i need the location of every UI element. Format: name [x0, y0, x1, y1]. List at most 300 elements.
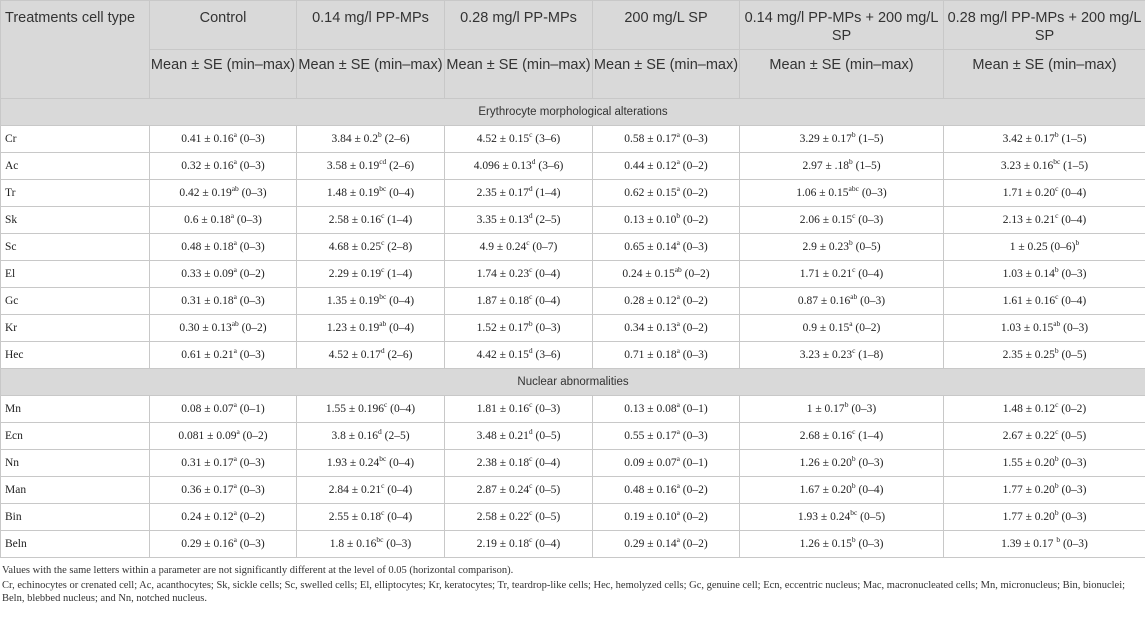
cell-range: (0–4)	[532, 295, 561, 307]
cell-value: 3.48 ± 0.21	[476, 430, 529, 442]
table-cell	[297, 477, 445, 504]
cell-range: (0–3)	[1058, 457, 1087, 469]
cell-value: 1.81 ± 0.16	[476, 403, 530, 415]
cell-range: (0–4)	[387, 403, 416, 415]
cell-value: 2.19 ± 0.18	[476, 538, 530, 550]
cell-range: (3–6)	[535, 160, 564, 172]
table-cell	[297, 180, 445, 207]
table-cell	[445, 288, 593, 315]
cell-range: (0–2)	[852, 322, 881, 334]
cell-value: 0.29 ± 0.14	[624, 538, 677, 550]
cell-significance-letter: a	[233, 535, 237, 545]
table-cell	[445, 153, 593, 180]
cell-significance-letter: ab	[674, 265, 682, 275]
cell-range: (0–3)	[236, 133, 265, 145]
cell-range: (1–8)	[855, 349, 884, 361]
table-cell	[593, 180, 740, 207]
row-label: Sc	[1, 234, 150, 261]
cell-significance-letter: ab	[231, 184, 239, 194]
cell-significance-letter: ab	[379, 319, 387, 329]
table-cell	[150, 126, 297, 153]
cell-significance-letter: bc	[376, 535, 384, 545]
row-label: Cr	[1, 126, 150, 153]
cell-significance-letter: b	[1054, 454, 1059, 464]
cell-value: 2.58 ± 0.16	[328, 214, 382, 226]
cell-range: (0–5)	[532, 511, 561, 523]
table-cell	[297, 234, 445, 261]
cell-significance-letter: a	[233, 400, 237, 410]
cell-significance-letter: a	[676, 292, 680, 302]
cell-range: (0–4)	[1058, 214, 1087, 226]
cell-range: (0–2)	[679, 484, 708, 496]
cell-value: 0.08 ± 0.07	[181, 403, 234, 415]
cell-significance-letter: d	[378, 427, 382, 437]
table-cell	[593, 531, 740, 558]
cell-value: 1.8 ± 0.16	[329, 538, 377, 550]
cell-significance-letter: a	[676, 508, 680, 518]
table-cell	[445, 126, 593, 153]
cell-range: (0–3)	[236, 538, 265, 550]
cell-value: 0.33 ± 0.09	[181, 268, 234, 280]
cell-range: (0–3)	[1060, 538, 1088, 550]
cell-significance-letter: a	[233, 130, 237, 140]
cell-significance-letter: b	[1054, 265, 1059, 275]
cell-significance-letter: b	[1054, 481, 1059, 491]
table-cell	[944, 450, 1145, 477]
cell-range: (0–3)	[236, 295, 265, 307]
header-stat-2: Mean ± SE (min–max)	[445, 50, 593, 99]
table-row	[1, 504, 1145, 531]
table-cell	[593, 234, 740, 261]
header-stat-4: Mean ± SE (min–max)	[740, 50, 944, 99]
cell-range: (0–2)	[679, 295, 708, 307]
cell-value: 1.55 ± 0.20	[1002, 457, 1055, 469]
cell-range: (0–2)	[236, 268, 265, 280]
cell-value: 0.58 ± 0.17	[624, 133, 677, 145]
cell-value: 1.39 ± 0.17	[1001, 538, 1057, 550]
cell-significance-letter: a	[676, 157, 680, 167]
header-row-groups	[1, 1, 1145, 50]
cell-significance-letter: b	[676, 211, 681, 221]
cell-range: (0–1)	[679, 457, 708, 469]
cell-significance-letter: a	[233, 454, 237, 464]
table-cell	[740, 288, 944, 315]
cell-range: (0–4)	[384, 511, 413, 523]
cell-significance-letter: a	[233, 265, 237, 275]
table-cell	[740, 315, 944, 342]
cell-value: 0.71 ± 0.18	[624, 349, 677, 361]
cell-significance-letter: b	[851, 454, 856, 464]
table-cell	[740, 531, 944, 558]
cell-range: (0–3)	[858, 187, 887, 199]
header-group-2: 0.28 mg/l PP-MPs	[445, 1, 593, 50]
cell-significance-letter: a	[233, 346, 237, 356]
table-row	[1, 423, 1145, 450]
row-label: Nn	[1, 450, 150, 477]
cell-range: (0–4)	[532, 538, 561, 550]
row-label: El	[1, 261, 150, 288]
cell-value: 1.77 ± 0.20	[1002, 484, 1055, 496]
cell-range: (0–2)	[681, 268, 710, 280]
table-cell	[944, 315, 1145, 342]
cell-range: (0–3)	[236, 457, 265, 469]
cell-significance-letter: b	[849, 157, 853, 167]
cell-value: 3.42 ± 0.17	[1002, 133, 1055, 145]
cell-significance-letter: c	[529, 265, 533, 275]
cell-significance-letter: b	[844, 400, 849, 410]
table-cell	[593, 477, 740, 504]
cell-significance-letter: d	[528, 427, 533, 437]
table-cell	[944, 531, 1145, 558]
cell-value: 1.03 ± 0.14	[1002, 268, 1055, 280]
table-cell	[740, 504, 944, 531]
cell-range: (2–6)	[386, 160, 415, 172]
table-cell	[445, 315, 593, 342]
section-title: Erythrocyte morphological alterations	[1, 99, 1145, 126]
row-label: Gc	[1, 288, 150, 315]
table-cell	[150, 423, 297, 450]
cell-range: (1–5)	[852, 160, 881, 172]
cell-range: (0–3)	[1058, 511, 1087, 523]
cell-range: (0–2)	[236, 511, 265, 523]
table-cell	[445, 342, 593, 369]
cell-significance-letter: a	[849, 319, 853, 329]
table-cell	[944, 288, 1145, 315]
table-cell	[445, 450, 593, 477]
cell-value: 2.87 ± 0.24	[476, 484, 530, 496]
cell-significance-letter: b	[851, 481, 856, 491]
cell-value: 0.19 ± 0.10	[624, 511, 677, 523]
table-cell	[297, 423, 445, 450]
cell-range: (2–5)	[381, 430, 410, 442]
cell-range: (0–4)	[386, 457, 415, 469]
table-cell	[593, 315, 740, 342]
table-cell	[297, 207, 445, 234]
cell-range: (1–4)	[384, 214, 413, 226]
table-cell	[150, 504, 297, 531]
cell-significance-letter: a	[676, 346, 680, 356]
cell-significance-letter: a	[233, 238, 237, 248]
cell-range: (0–7)	[529, 241, 558, 253]
cell-range: (3–6)	[532, 349, 561, 361]
row-label: Man	[1, 477, 150, 504]
table-cell	[740, 396, 944, 423]
cell-range: (0–5)	[1058, 430, 1087, 442]
cell-value: 0.31 ± 0.18	[181, 295, 234, 307]
table-header	[1, 1, 1145, 99]
cell-value: 0.87 ± 0.16	[797, 295, 851, 307]
cell-range: (0–3)	[848, 403, 877, 415]
cell-value: 1.74 ± 0.23	[476, 268, 530, 280]
table-row	[1, 450, 1145, 477]
table-cell	[740, 180, 944, 207]
cell-range: (0–3)	[679, 241, 708, 253]
cell-value: 1.23 ± 0.19	[326, 322, 380, 334]
cell-significance-letter: ab	[231, 319, 239, 329]
cell-significance-letter: a	[676, 238, 680, 248]
cell-significance-letter: a	[233, 292, 237, 302]
cell-significance-letter: c	[1055, 292, 1059, 302]
cell-range: (0–3)	[1060, 322, 1089, 334]
table-cell	[445, 531, 593, 558]
cell-range: (0–3)	[855, 214, 884, 226]
cell-value: 2.13 ± 0.21	[1002, 214, 1056, 226]
cell-value: 0.28 ± 0.12	[624, 295, 677, 307]
cell-value: 0.44 ± 0.12	[624, 160, 677, 172]
table-cell	[944, 396, 1145, 423]
cell-significance-letter: a	[676, 130, 680, 140]
cell-value: 0.41 ± 0.16	[181, 133, 234, 145]
row-label: Beln	[1, 531, 150, 558]
section-row	[1, 369, 1145, 396]
table-cell	[944, 180, 1145, 207]
cell-range: (0–4)	[386, 295, 415, 307]
cell-significance-letter: b	[1054, 346, 1059, 356]
header-group-0: Control	[150, 1, 297, 50]
cell-value: 0.13 ± 0.08	[624, 403, 677, 415]
cell-range: (0–5)	[857, 511, 886, 523]
cell-value: 3.29 ± 0.17	[799, 133, 852, 145]
table-cell	[150, 477, 297, 504]
cell-significance-letter: abc	[848, 184, 859, 194]
table-cell	[944, 504, 1145, 531]
cell-significance-letter: a	[676, 481, 680, 491]
table-cell	[150, 315, 297, 342]
cell-significance-letter: a	[230, 211, 235, 221]
cell-value: 1.52 ± 0.17	[476, 322, 529, 334]
cell-significance-letter: c	[529, 130, 533, 140]
table-cell	[740, 423, 944, 450]
cell-significance-letter: a	[676, 400, 680, 410]
header-group-3: 200 mg/L SP	[593, 1, 740, 50]
cell-significance-letter: d	[528, 184, 533, 194]
cell-range: (0–4)	[386, 187, 415, 199]
cell-value: 4.096 ± 0.13	[473, 160, 532, 172]
cell-range: (0–4)	[532, 268, 561, 280]
cell-significance-letter: a	[233, 508, 237, 518]
cell-range: (2–6)	[384, 349, 413, 361]
cell-value: 0.65 ± 0.14	[624, 241, 677, 253]
cell-value: 1.26 ± 0.15	[799, 538, 852, 550]
cell-range: (3–6)	[532, 133, 561, 145]
cell-range: (0–5)	[852, 241, 881, 253]
cell-significance-letter: c	[383, 400, 388, 410]
cell-value: 1.71 ± 0.21	[799, 268, 853, 280]
cell-value: 1.35 ± 0.19	[326, 295, 380, 307]
cell-range: (0–1)	[679, 403, 708, 415]
table-row	[1, 261, 1145, 288]
cell-range: (0–5)	[532, 430, 561, 442]
table-cell	[150, 261, 297, 288]
table-cell	[445, 396, 593, 423]
cell-significance-letter: c	[381, 238, 385, 248]
cell-range: (0–3)	[238, 187, 267, 199]
table-body	[1, 99, 1145, 558]
header-row-stats	[1, 50, 1145, 99]
table-cell	[593, 153, 740, 180]
footnote: Cr, echinocytes or crenated cell; Ac, acanthocytes; Sk, sickle cells; Sc, swelled cells; El, elliptocytes; Kr, keratocytes; Tr, teardrop-like cells; Hec, hemolyzed cells; Gc, genuine cell; Ecn, eccentric nucleus; Mac, macronucleated cells; Mn, micronucleus; Bin, bionuclei; Beln, blebbed nucleus; and Nn, notched nucleus.	[2, 580, 1126, 604]
cell-range: (0–3)	[236, 160, 265, 172]
cell-range: (0–3)	[1058, 268, 1087, 280]
cell-significance-letter: c	[852, 427, 856, 437]
cell-significance-letter: c	[529, 481, 533, 491]
cell-range: (0–4)	[855, 268, 884, 280]
cell-range: (0–2)	[679, 538, 708, 550]
cell-significance-letter: a	[236, 427, 240, 437]
row-label: Bin	[1, 504, 150, 531]
cell-range: (0–3)	[679, 430, 708, 442]
cell-value: 1.55 ± 0.196	[325, 403, 384, 415]
cell-range: (1–5)	[855, 133, 884, 145]
table-row	[1, 207, 1145, 234]
header-group-1: 0.14 mg/l PP-MPs	[297, 1, 445, 50]
cell-value: 2.35 ± 0.25	[1002, 349, 1055, 361]
table-cell	[150, 153, 297, 180]
header-stat-0: Mean ± SE (min–max)	[150, 50, 297, 99]
table-cell	[445, 477, 593, 504]
cell-value: 1 ± 0.25 (0–6)	[1009, 241, 1076, 253]
cell-significance-letter: d	[380, 346, 385, 356]
cell-value: 2.68 ± 0.16	[799, 430, 853, 442]
table-cell	[150, 531, 297, 558]
section-title: Nuclear abnormalities	[1, 369, 1145, 396]
table-footnotes	[0, 558, 1145, 605]
cell-range: (0–1)	[236, 403, 265, 415]
header-group-4: 0.14 mg/l PP-MPs + 200 mg/L SP	[740, 1, 944, 50]
cell-significance-letter: b	[378, 130, 382, 140]
table-row	[1, 531, 1145, 558]
cell-range: (1–4)	[384, 268, 413, 280]
table-cell	[593, 126, 740, 153]
cell-range: (1–4)	[532, 187, 561, 199]
cell-significance-letter: c	[852, 211, 856, 221]
cell-value: 0.34 ± 0.13	[624, 322, 677, 334]
table-cell	[150, 396, 297, 423]
cell-significance-letter: a	[676, 454, 680, 464]
table-cell	[445, 207, 593, 234]
cell-value: 1.03 ± 0.15	[1000, 322, 1054, 334]
cell-range: (0–2)	[679, 322, 708, 334]
table-cell	[944, 234, 1145, 261]
table-row	[1, 342, 1145, 369]
cell-significance-letter: c	[529, 454, 533, 464]
table-cell	[740, 477, 944, 504]
row-label: Ecn	[1, 423, 150, 450]
cell-range: (0–4)	[1058, 187, 1087, 199]
cell-significance-letter: a	[676, 427, 680, 437]
cell-range: (0–3)	[679, 349, 708, 361]
section-row	[1, 99, 1145, 126]
cell-value: 0.6 ± 0.18	[184, 214, 231, 226]
cell-significance-letter: a	[233, 157, 237, 167]
cell-value: 1.48 ± 0.12	[1002, 403, 1056, 415]
cell-significance-letter: bc	[379, 454, 387, 464]
cell-range: (1–4)	[855, 430, 884, 442]
table-cell	[593, 450, 740, 477]
cell-value: 2.97 ± .18	[802, 160, 849, 172]
table-cell	[944, 153, 1145, 180]
cell-significance-letter: a	[676, 535, 680, 545]
cell-value: 2.29 ± 0.19	[328, 268, 382, 280]
cell-significance-letter: bc	[1053, 157, 1061, 167]
cell-range: (0–3)	[1058, 484, 1087, 496]
cell-value: 3.35 ± 0.13	[476, 214, 529, 226]
cell-range: (0–2)	[238, 322, 267, 334]
cell-significance-letter: c	[381, 211, 385, 221]
cell-range: (0–3)	[679, 133, 708, 145]
table-cell	[150, 450, 297, 477]
table-row	[1, 477, 1145, 504]
cell-value: 1.93 ± 0.24	[326, 457, 380, 469]
cell-value: 2.9 ± 0.23	[802, 241, 849, 253]
table-row	[1, 153, 1145, 180]
cell-significance-letter: c	[381, 265, 385, 275]
cell-value: 0.24 ± 0.12	[181, 511, 234, 523]
cell-value: 0.24 ± 0.15	[622, 268, 675, 280]
cell-range: (0–3)	[234, 214, 262, 226]
table-cell	[740, 234, 944, 261]
cell-value: 0.42 ± 0.19	[179, 187, 232, 199]
header-group-5: 0.28 mg/l PP-MPs + 200 mg/L SP	[944, 1, 1145, 50]
table-cell	[150, 207, 297, 234]
cell-range: (0–3)	[236, 241, 265, 253]
table-cell	[593, 261, 740, 288]
cell-range: (0–4)	[1058, 295, 1087, 307]
cell-significance-letter: b	[1056, 535, 1061, 545]
table-cell	[297, 504, 445, 531]
table-row	[1, 234, 1145, 261]
cell-value: 0.09 ± 0.07	[624, 457, 677, 469]
row-label: Mn	[1, 396, 150, 423]
cell-significance-letter: b	[851, 130, 856, 140]
header-treatments-cell-type: Treatments cell type	[1, 1, 150, 99]
row-label: Ac	[1, 153, 150, 180]
cell-value: 1.77 ± 0.20	[1002, 511, 1055, 523]
cell-significance-letter: a	[676, 319, 680, 329]
table-row	[1, 180, 1145, 207]
table-cell	[445, 261, 593, 288]
table-cell	[297, 450, 445, 477]
table-cell	[944, 477, 1145, 504]
cell-range: (0–2)	[1058, 403, 1087, 415]
table-cell	[593, 504, 740, 531]
cell-range: (0–4)	[384, 484, 413, 496]
cell-value: 0.31 ± 0.17	[181, 457, 234, 469]
row-label: Hec	[1, 342, 150, 369]
cell-range: (2–8)	[384, 241, 413, 253]
cell-value: 4.9 ± 0.24	[479, 241, 527, 253]
table-cell	[593, 423, 740, 450]
cell-value: 1.93 ± 0.24	[797, 511, 851, 523]
table-cell	[297, 315, 445, 342]
cell-significance-letter: b	[1054, 130, 1059, 140]
cell-range: (0–4)	[855, 484, 884, 496]
cell-range: (0–4)	[532, 457, 561, 469]
cell-range: (0–2)	[679, 511, 708, 523]
cell-significance-letter: c	[1055, 211, 1059, 221]
cell-range: (0–5)	[532, 484, 561, 496]
header-stat-3: Mean ± SE (min–max)	[593, 50, 740, 99]
cell-significance-letter: cd	[379, 157, 387, 167]
cell-value: 2.67 ± 0.22	[1002, 430, 1056, 442]
cell-significance-letter: c	[1055, 427, 1059, 437]
cell-significance-letter: b	[851, 535, 856, 545]
cell-range: (0–3)	[532, 403, 561, 415]
cell-significance-letter: bc	[850, 508, 858, 518]
cell-range: (0–3)	[855, 538, 884, 550]
cell-significance-letter: a	[676, 184, 680, 194]
table-cell	[445, 504, 593, 531]
